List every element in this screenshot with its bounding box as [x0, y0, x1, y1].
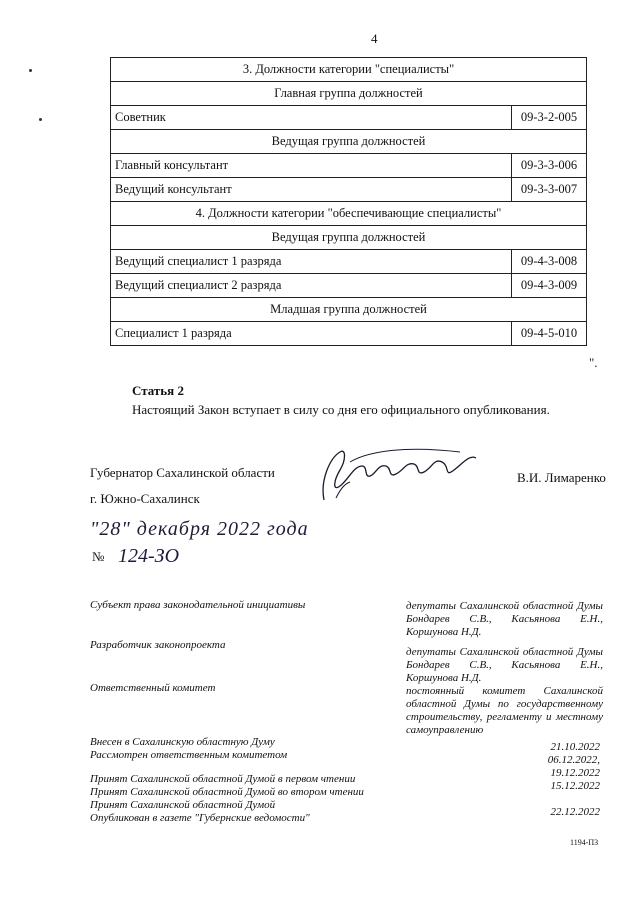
- event-date: 22.12.2022: [550, 806, 600, 818]
- signature: [310, 440, 490, 510]
- number-label: №: [92, 549, 105, 564]
- group-header: Главная группа должностей: [111, 82, 587, 106]
- handwritten-date: "28" декабря 2022 года: [90, 518, 309, 540]
- table-row: [111, 274, 587, 298]
- position-name: Советник: [111, 106, 512, 130]
- scan-dot: [39, 118, 42, 121]
- developer-value: депутаты Сахалинской областной Думы Бондарев С.В., Касьянова Е.Н., Коршунова Н.Д.: [406, 646, 603, 684]
- event-label: Принят Сахалинской областной Думой во втором чтении: [90, 786, 364, 798]
- table-row: [111, 202, 587, 226]
- event-date: 21.10.2022: [550, 741, 600, 753]
- position-name: Ведущий специалист 2 разряда: [111, 274, 512, 298]
- group-header: Ведущая группа должностей: [111, 130, 587, 154]
- position-name: Главный консультант: [111, 154, 512, 178]
- table-row: [111, 58, 587, 82]
- table-row: [111, 178, 587, 202]
- position-code: 09-3-3-007: [512, 178, 587, 202]
- table-row: [111, 322, 587, 346]
- position-code: 09-3-3-006: [512, 154, 587, 178]
- subject-label: Субъект права законодательной инициативы: [90, 599, 306, 611]
- article-text: Настоящий Закон вступает в силу со дня его официального опубликования.: [132, 402, 550, 417]
- position-code: 09-4-3-009: [512, 274, 587, 298]
- governor-title: Губернатор Сахалинской области: [90, 465, 275, 480]
- committee-label: Ответственный комитет: [90, 682, 216, 694]
- positions-table: [110, 57, 587, 346]
- group-header: Ведущая группа должностей: [111, 226, 587, 250]
- event-label: Принят Сахалинской областной Думой в первом чтении: [90, 773, 356, 785]
- position-code: 09-4-5-010: [512, 322, 587, 346]
- event-label: Опубликован в газете "Губернские ведомости": [90, 812, 310, 824]
- group-header: Младшая группа должностей: [111, 298, 587, 322]
- developer-label: Разработчик законопроекта: [90, 639, 226, 651]
- handwritten-number: 124-ЗО: [118, 545, 180, 567]
- event-label: Принят Сахалинской областной Думой: [90, 799, 276, 811]
- table-row: [111, 250, 587, 274]
- page-number: 4: [371, 31, 378, 46]
- subject-value: депутаты Сахалинской областной Думы Бондарев С.В., Касьянова Е.Н., Коршунова Н.Д.: [406, 600, 603, 638]
- position-name: Ведущий специалист 1 разряда: [111, 250, 512, 274]
- position-code: 09-3-2-005: [512, 106, 587, 130]
- city: г. Южно-Сахалинск: [90, 491, 200, 506]
- category-header: 3. Должности категории "специалисты": [111, 58, 587, 82]
- committee-value: постоянный комитет Сахалинской областной Думы по государственному строительству, регламенту и местному самоуправлению: [406, 685, 603, 736]
- event-label: Внесен в Сахалинскую областную Думу: [90, 736, 275, 748]
- closing-quote: ".: [589, 355, 598, 370]
- event-date: 15.12.2022: [550, 780, 600, 792]
- scan-dot: [29, 69, 32, 72]
- table-row: [111, 82, 587, 106]
- article-title: Статья 2: [132, 383, 184, 398]
- governor-name: В.И. Лимаренко: [517, 470, 606, 485]
- table-row: [111, 106, 587, 130]
- table-row: [111, 130, 587, 154]
- position-name: Ведущий консультант: [111, 178, 512, 202]
- document-code: 1194-ПЗ: [570, 838, 599, 847]
- event-date: 19.12.2022: [550, 767, 600, 779]
- position-code: 09-4-3-008: [512, 250, 587, 274]
- position-name: Специалист 1 разряда: [111, 322, 512, 346]
- category-header: 4. Должности категории "обеспечивающие специалисты": [111, 202, 587, 226]
- table-row: [111, 298, 587, 322]
- event-label: Рассмотрен ответственным комитетом: [90, 749, 288, 761]
- event-date: 06.12.2022,: [547, 754, 600, 766]
- table-row: [111, 154, 587, 178]
- table-row: [111, 226, 587, 250]
